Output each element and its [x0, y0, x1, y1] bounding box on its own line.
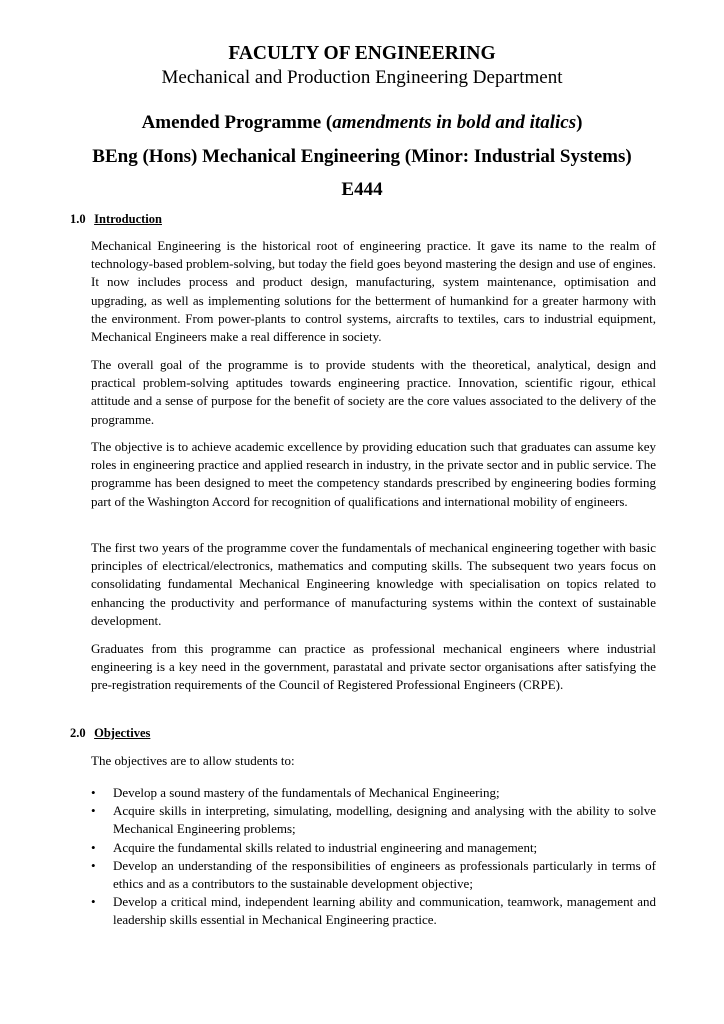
amended-prefix: Amended Programme (: [141, 112, 333, 133]
list-item: [91, 893, 656, 929]
list-item: [91, 784, 656, 802]
objectives-list: [91, 784, 656, 930]
bullet-icon: •: [91, 839, 96, 855]
section-title: Objectives: [94, 726, 151, 740]
intro-paragraph-5: Graduates from this programme can practice as professional mechanical engineers where industrial engineering is a key need in the government, parastatal and private sector organisations after satisfying the pre-registration requirements of the Council of Registered Professional Engineers (CRPE).: [91, 641, 656, 693]
section-number: 2.0: [70, 726, 86, 740]
programme-code: E444: [341, 179, 383, 200]
list-item-text: Acquire the fundamental skills related to industrial engineering and management;: [113, 839, 538, 855]
list-item-text: Develop an understanding of the responsibilities of engineers as professionals particularly in terms of ethics and as a contributors to the sustainable development objective;: [113, 857, 656, 892]
intro-paragraph-4: The first two years of the programme cover the fundamentals of mechanical engineering together with basic principles of electrical/electronics, mathematics and computing skills. The subsequent two years focus on consolidating fundamental Mechanical Engineering knowledge with specialisation on topics related to enhancing the productivity and performance of manufacturing systems within the context of sustainable development.: [91, 540, 656, 628]
intro-paragraph-3: The objective is to achieve academic excellence by providing education such that graduates can assume key roles in engineering practice and applied research in industry, in the private sector and in public service. The programme has been designed to meet the competency standards prescribed by engineering bodies forming part of the Washington Accord for recognition of qualifications and international mobility of engineers.: [91, 439, 656, 509]
bullet-icon: •: [91, 803, 96, 819]
department-title: Mechanical and Production Engineering Department: [161, 67, 563, 88]
bullet-icon: •: [91, 894, 96, 910]
amended-italic-note: amendments in bold and italics: [332, 112, 577, 133]
list-item-text: Acquire skills in interpreting, simulating, modelling, designing and analysing with the ability to solve Mechanical Engineering problems;: [113, 803, 656, 837]
list-item-text: Develop a critical mind, independent learning ability and communication, teamwork, management and leadership skills essential in Mechanical Engineering practice.: [113, 894, 656, 928]
intro-paragraph-1: Mechanical Engineering is the historical root of engineering practice. It gave its name to the realm of technology-based problem-solving, but today the field goes beyond mastering the design and use of engines. It now includes process and product design, manufacturing, system maintenance, optimisation and upgrading, as well as implementing solutions for the betterment of humankind for a greater harmony with the environment. From power-plants to control systems, aircrafts to textiles, cars to industrial equipment, Mechanical Engineers make a real difference in society.: [91, 238, 656, 345]
intro-paragraph-2: The overall goal of the programme is to provide students with the theoretical, analytical, design and practical problem-solving aptitudes towards engineering practice. Innovation, scientific rigour, ethical attitude and a sense of purpose for the benefit of society are the core values associated to the delivery of the programme.: [91, 357, 656, 427]
list-item-text: Develop a sound mastery of the fundamentals of Mechanical Engineering;: [113, 785, 500, 800]
bullet-icon: •: [91, 785, 96, 800]
list-item: [91, 857, 656, 893]
programme-title: BEng (Hons) Mechanical Engineering (Minor: Industrial Systems): [92, 146, 632, 167]
list-item: [91, 839, 656, 857]
bullet-icon: •: [91, 857, 96, 873]
faculty-title: FACULTY OF ENGINEERING: [228, 43, 496, 64]
section-heading-objectives: [70, 725, 150, 741]
list-item: [91, 802, 656, 838]
section-title: Introduction: [94, 212, 162, 226]
amended-programme-title: [0, 111, 724, 135]
objectives-intro: The objectives are to allow students to:: [91, 753, 295, 768]
amended-suffix: ): [576, 112, 583, 133]
section-number: 1.0: [70, 212, 86, 226]
section-heading-introduction: [70, 211, 162, 227]
